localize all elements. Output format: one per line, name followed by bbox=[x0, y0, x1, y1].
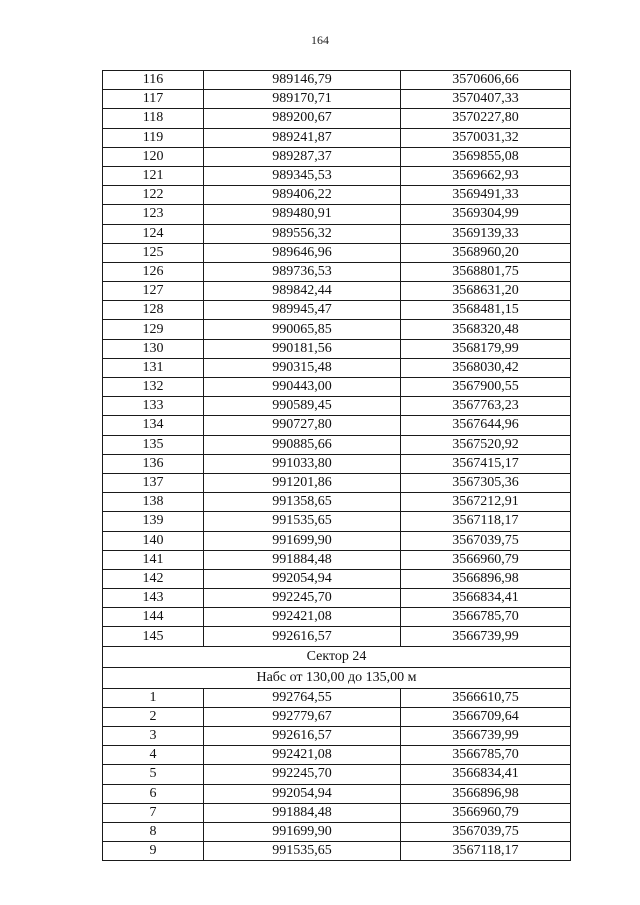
x-coordinate-cell: 989842,44 bbox=[204, 282, 401, 301]
y-coordinate-cell: 3567039,75 bbox=[401, 531, 571, 550]
x-coordinate-cell: 992245,70 bbox=[204, 589, 401, 608]
y-coordinate-cell: 3567212,91 bbox=[401, 493, 571, 512]
y-coordinate-cell: 3566896,98 bbox=[401, 569, 571, 588]
y-coordinate-cell: 3570606,66 bbox=[401, 71, 571, 90]
x-coordinate-cell: 989146,79 bbox=[204, 71, 401, 90]
point-number-cell: 3 bbox=[103, 727, 204, 746]
y-coordinate-cell: 3566896,98 bbox=[401, 784, 571, 803]
x-coordinate-cell: 992054,94 bbox=[204, 784, 401, 803]
x-coordinate-cell: 991033,80 bbox=[204, 454, 401, 473]
point-number-cell: 145 bbox=[103, 627, 204, 646]
x-coordinate-cell: 990885,66 bbox=[204, 435, 401, 454]
table-row bbox=[103, 339, 571, 358]
table-row bbox=[103, 435, 571, 454]
x-coordinate-cell: 989945,47 bbox=[204, 301, 401, 320]
table-row bbox=[103, 727, 571, 746]
y-coordinate-cell: 3567039,75 bbox=[401, 822, 571, 841]
y-coordinate-cell: 3567763,23 bbox=[401, 397, 571, 416]
table-row bbox=[103, 707, 571, 726]
point-number-cell: 6 bbox=[103, 784, 204, 803]
table-row bbox=[103, 128, 571, 147]
y-coordinate-cell: 3568320,48 bbox=[401, 320, 571, 339]
point-number-cell: 141 bbox=[103, 550, 204, 569]
table-row bbox=[103, 784, 571, 803]
y-coordinate-cell: 3566785,70 bbox=[401, 608, 571, 627]
table-row bbox=[103, 243, 571, 262]
table-row bbox=[103, 569, 571, 588]
page-number: 164 bbox=[311, 33, 329, 47]
x-coordinate-cell: 991201,86 bbox=[204, 473, 401, 492]
point-number-cell: 140 bbox=[103, 531, 204, 550]
table-row bbox=[103, 589, 571, 608]
y-coordinate-cell: 3568631,20 bbox=[401, 282, 571, 301]
x-coordinate-cell: 989170,71 bbox=[204, 90, 401, 109]
table-row bbox=[103, 397, 571, 416]
coordinates-table bbox=[102, 70, 571, 861]
table-row bbox=[103, 186, 571, 205]
table-row bbox=[103, 627, 571, 646]
point-number-cell: 4 bbox=[103, 746, 204, 765]
table-row bbox=[103, 90, 571, 109]
sector-header-group bbox=[103, 646, 571, 688]
point-number-cell: 2 bbox=[103, 707, 204, 726]
point-number-cell: 127 bbox=[103, 282, 204, 301]
x-coordinate-cell: 991884,48 bbox=[204, 550, 401, 569]
sector-subtitle-row bbox=[103, 667, 571, 688]
table-row bbox=[103, 147, 571, 166]
x-coordinate-cell: 992616,57 bbox=[204, 727, 401, 746]
x-coordinate-cell: 992421,08 bbox=[204, 608, 401, 627]
x-coordinate-cell: 989480,91 bbox=[204, 205, 401, 224]
y-coordinate-cell: 3567415,17 bbox=[401, 454, 571, 473]
table-body-top bbox=[103, 71, 571, 647]
point-number-cell: 120 bbox=[103, 147, 204, 166]
point-number-cell: 8 bbox=[103, 822, 204, 841]
y-coordinate-cell: 3568481,15 bbox=[401, 301, 571, 320]
point-number-cell: 138 bbox=[103, 493, 204, 512]
table-row bbox=[103, 205, 571, 224]
sector-subtitle: Набс от 130,00 до 135,00 м bbox=[103, 667, 571, 688]
point-number-cell: 121 bbox=[103, 166, 204, 185]
x-coordinate-cell: 989200,67 bbox=[204, 109, 401, 128]
point-number-cell: 122 bbox=[103, 186, 204, 205]
y-coordinate-cell: 3566960,79 bbox=[401, 803, 571, 822]
table-row bbox=[103, 842, 571, 861]
table-row bbox=[103, 803, 571, 822]
table-row bbox=[103, 493, 571, 512]
y-coordinate-cell: 3566785,70 bbox=[401, 746, 571, 765]
table-row bbox=[103, 454, 571, 473]
y-coordinate-cell: 3567900,55 bbox=[401, 378, 571, 397]
y-coordinate-cell: 3570031,32 bbox=[401, 128, 571, 147]
point-number-cell: 131 bbox=[103, 358, 204, 377]
point-number-cell: 139 bbox=[103, 512, 204, 531]
y-coordinate-cell: 3567118,17 bbox=[401, 512, 571, 531]
point-number-cell: 7 bbox=[103, 803, 204, 822]
y-coordinate-cell: 3566960,79 bbox=[401, 550, 571, 569]
point-number-cell: 137 bbox=[103, 473, 204, 492]
point-number-cell: 133 bbox=[103, 397, 204, 416]
y-coordinate-cell: 3567305,36 bbox=[401, 473, 571, 492]
table-body-bottom bbox=[103, 688, 571, 861]
x-coordinate-cell: 989241,87 bbox=[204, 128, 401, 147]
x-coordinate-cell: 990443,00 bbox=[204, 378, 401, 397]
x-coordinate-cell: 991699,90 bbox=[204, 822, 401, 841]
x-coordinate-cell: 990589,45 bbox=[204, 397, 401, 416]
y-coordinate-cell: 3568801,75 bbox=[401, 262, 571, 281]
point-number-cell: 9 bbox=[103, 842, 204, 861]
y-coordinate-cell: 3568179,99 bbox=[401, 339, 571, 358]
point-number-cell: 119 bbox=[103, 128, 204, 147]
table-row bbox=[103, 262, 571, 281]
table-row bbox=[103, 473, 571, 492]
y-coordinate-cell: 3570407,33 bbox=[401, 90, 571, 109]
point-number-cell: 118 bbox=[103, 109, 204, 128]
x-coordinate-cell: 989287,37 bbox=[204, 147, 401, 166]
x-coordinate-cell: 992779,67 bbox=[204, 707, 401, 726]
point-number-cell: 116 bbox=[103, 71, 204, 90]
table-row bbox=[103, 166, 571, 185]
table-row bbox=[103, 531, 571, 550]
y-coordinate-cell: 3567520,92 bbox=[401, 435, 571, 454]
point-number-cell: 125 bbox=[103, 243, 204, 262]
point-number-cell: 128 bbox=[103, 301, 204, 320]
table-row bbox=[103, 224, 571, 243]
x-coordinate-cell: 990315,48 bbox=[204, 358, 401, 377]
x-coordinate-cell: 989406,22 bbox=[204, 186, 401, 205]
y-coordinate-cell: 3569139,33 bbox=[401, 224, 571, 243]
x-coordinate-cell: 991535,65 bbox=[204, 512, 401, 531]
point-number-cell: 5 bbox=[103, 765, 204, 784]
table-row bbox=[103, 320, 571, 339]
y-coordinate-cell: 3568030,42 bbox=[401, 358, 571, 377]
point-number-cell: 126 bbox=[103, 262, 204, 281]
y-coordinate-cell: 3566610,75 bbox=[401, 688, 571, 707]
point-number-cell: 124 bbox=[103, 224, 204, 243]
x-coordinate-cell: 991358,65 bbox=[204, 493, 401, 512]
table-row bbox=[103, 358, 571, 377]
y-coordinate-cell: 3569855,08 bbox=[401, 147, 571, 166]
y-coordinate-cell: 3566834,41 bbox=[401, 589, 571, 608]
point-number-cell: 132 bbox=[103, 378, 204, 397]
x-coordinate-cell: 992421,08 bbox=[204, 746, 401, 765]
sector-title: Сектор 24 bbox=[103, 646, 571, 667]
table-row bbox=[103, 608, 571, 627]
y-coordinate-cell: 3569304,99 bbox=[401, 205, 571, 224]
x-coordinate-cell: 991699,90 bbox=[204, 531, 401, 550]
table-row bbox=[103, 109, 571, 128]
x-coordinate-cell: 989736,53 bbox=[204, 262, 401, 281]
table-row bbox=[103, 378, 571, 397]
y-coordinate-cell: 3567118,17 bbox=[401, 842, 571, 861]
point-number-cell: 123 bbox=[103, 205, 204, 224]
sector-title-row bbox=[103, 646, 571, 667]
x-coordinate-cell: 992054,94 bbox=[204, 569, 401, 588]
x-coordinate-cell: 992616,57 bbox=[204, 627, 401, 646]
table-row bbox=[103, 688, 571, 707]
point-number-cell: 142 bbox=[103, 569, 204, 588]
point-number-cell: 134 bbox=[103, 416, 204, 435]
point-number-cell: 136 bbox=[103, 454, 204, 473]
y-coordinate-cell: 3566739,99 bbox=[401, 727, 571, 746]
x-coordinate-cell: 990181,56 bbox=[204, 339, 401, 358]
x-coordinate-cell: 991884,48 bbox=[204, 803, 401, 822]
x-coordinate-cell: 989345,53 bbox=[204, 166, 401, 185]
table-row bbox=[103, 512, 571, 531]
y-coordinate-cell: 3570227,80 bbox=[401, 109, 571, 128]
table-row bbox=[103, 550, 571, 569]
x-coordinate-cell: 992245,70 bbox=[204, 765, 401, 784]
y-coordinate-cell: 3569491,33 bbox=[401, 186, 571, 205]
point-number-cell: 1 bbox=[103, 688, 204, 707]
y-coordinate-cell: 3569662,93 bbox=[401, 166, 571, 185]
point-number-cell: 129 bbox=[103, 320, 204, 339]
y-coordinate-cell: 3566739,99 bbox=[401, 627, 571, 646]
y-coordinate-cell: 3568960,20 bbox=[401, 243, 571, 262]
y-coordinate-cell: 3566709,64 bbox=[401, 707, 571, 726]
y-coordinate-cell: 3566834,41 bbox=[401, 765, 571, 784]
point-number-cell: 135 bbox=[103, 435, 204, 454]
table-row bbox=[103, 416, 571, 435]
table-row bbox=[103, 301, 571, 320]
x-coordinate-cell: 990727,80 bbox=[204, 416, 401, 435]
table-row bbox=[103, 765, 571, 784]
point-number-cell: 143 bbox=[103, 589, 204, 608]
x-coordinate-cell: 989646,96 bbox=[204, 243, 401, 262]
point-number-cell: 130 bbox=[103, 339, 204, 358]
x-coordinate-cell: 989556,32 bbox=[204, 224, 401, 243]
x-coordinate-cell: 992764,55 bbox=[204, 688, 401, 707]
x-coordinate-cell: 991535,65 bbox=[204, 842, 401, 861]
x-coordinate-cell: 990065,85 bbox=[204, 320, 401, 339]
table-row bbox=[103, 282, 571, 301]
table-row bbox=[103, 71, 571, 90]
table-row bbox=[103, 746, 571, 765]
point-number-cell: 144 bbox=[103, 608, 204, 627]
table-row bbox=[103, 822, 571, 841]
y-coordinate-cell: 3567644,96 bbox=[401, 416, 571, 435]
point-number-cell: 117 bbox=[103, 90, 204, 109]
